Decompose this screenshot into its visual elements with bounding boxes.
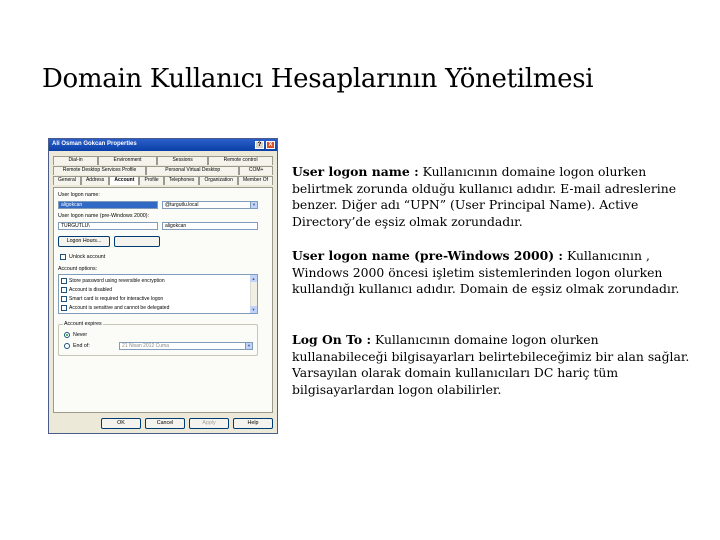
ok-button[interactable]: OK [101,418,141,429]
end-of-date-picker[interactable] [119,342,253,350]
chevron-down-icon: ▼ [245,343,252,349]
tab-member-of[interactable]: Member Of [238,176,273,185]
option-label: Smart card is required for interactive logon [69,296,164,302]
unlock-account-label: Unlock account [69,254,106,260]
account-options-list[interactable] [58,274,258,314]
option-checkbox[interactable] [61,278,67,284]
options-scrollbar[interactable] [250,275,257,313]
tab-organization[interactable]: Organization [199,176,237,185]
tab-address[interactable]: Address [81,176,109,185]
upn-suffix-select[interactable] [162,201,258,209]
term-pre2000: User logon name (pre-Windows 2000) : [292,248,564,263]
chevron-down-icon: ▼ [250,202,257,208]
dialog-titlebar [49,139,277,151]
help-button[interactable]: Help [233,418,273,429]
description-log-on-to [292,332,692,398]
tab-dial-in[interactable]: Dial-in [53,156,98,165]
tab-profile[interactable]: Profile [139,176,163,185]
properties-dialog [48,138,278,434]
tab-com-plus[interactable]: COM+ [239,166,273,175]
cancel-button[interactable]: Cancel [145,418,185,429]
tab-personal-virtual-desktop[interactable]: Personal Virtual Desktop [146,166,239,175]
option-checkbox[interactable] [61,296,67,302]
option-label: Store password using reversible encryption [69,278,165,284]
account-expires-group [58,321,258,356]
tab-rds-profile[interactable]: Remote Desktop Services Profile [53,166,146,175]
end-of-date-value: 21 Nisan 2012 Cuma [122,343,169,349]
text-pre2000: Kullanıcının , Windows 2000 öncesi işletim sistemlerinden logon olurken kullandığı kullanıcı adıdır. Domain de eşsiz olmak zorundadır. [292,248,680,296]
scroll-down-icon[interactable]: ▼ [251,307,256,312]
tab-remote-control[interactable]: Remote control [208,156,273,165]
tab-sessions[interactable]: Sessions [157,156,208,165]
help-title-button[interactable]: ? [255,141,264,149]
close-button[interactable]: X [266,141,275,149]
upn-suffix-value: @turgutlu.local [165,202,199,208]
scroll-up-icon[interactable]: ▲ [251,276,256,281]
description-pre2000 [292,248,692,298]
option-checkbox[interactable] [61,287,67,293]
text-logon-name: Kullanıcının domaine logon olurken belirtmek zorunda olduğu kullanıcı adıdır. E-mail adreslerine benzer. Diğer adı “UPN” (User Principal Name). Active Directory’de eşsiz olmak zorundadır. [292,164,677,229]
pre2000-domain-field[interactable]: TURGUTLU\ [58,222,158,230]
option-label: Account is sensitive and cannot be delegated [69,305,170,311]
end-of-label: End of: [73,343,90,349]
text-log-on-to: Kullanıcının domaine logon olurken kullanabileceği bilgisayarları belirtebileceğimiz bir alan sağlar. Varsayılan olarak domain kullanıcıları DC hariç tüm bilgisayarlardan logon olabilirler. [292,332,690,397]
pre2000-name-field[interactable]: aligokcan [162,222,258,230]
logon-name-label: User logon name: [58,192,100,198]
log-on-to-button[interactable] [114,236,160,247]
tab-telephones[interactable]: Telephones [164,176,200,185]
account-options-label: Account options: [58,266,98,272]
tab-row-3 [53,176,273,185]
tab-environment[interactable]: Environment [98,156,157,165]
description-logon-name [292,164,692,230]
pre2000-label: User logon name (pre-Windows 2000): [58,213,149,219]
apply-button[interactable]: Apply [189,418,229,429]
term-logon-name: User logon name : [292,164,419,179]
never-label: Never [73,332,88,338]
account-tab-panel [53,187,273,413]
logon-name-field[interactable]: aligokcan [58,201,158,209]
tab-row-2 [53,166,273,175]
option-checkbox[interactable] [61,305,67,311]
term-log-on-to: Log On To : [292,332,372,347]
end-of-radio[interactable] [64,343,70,349]
dialog-title: Ali Osman Gokcan Properties [52,141,137,147]
account-expires-label: Account expires [64,321,102,327]
logon-hours-button[interactable]: Logon Hours... [58,236,110,247]
tab-row-1 [53,156,273,165]
unlock-account-checkbox[interactable] [60,254,66,260]
tab-account[interactable]: Account [109,176,139,185]
tab-general[interactable]: General [53,176,81,185]
option-label: Account is disabled [69,287,113,293]
never-radio[interactable] [64,332,70,338]
slide-title: Domain Kullanıcı Hesaplarının Yönetilmesi [42,64,594,94]
